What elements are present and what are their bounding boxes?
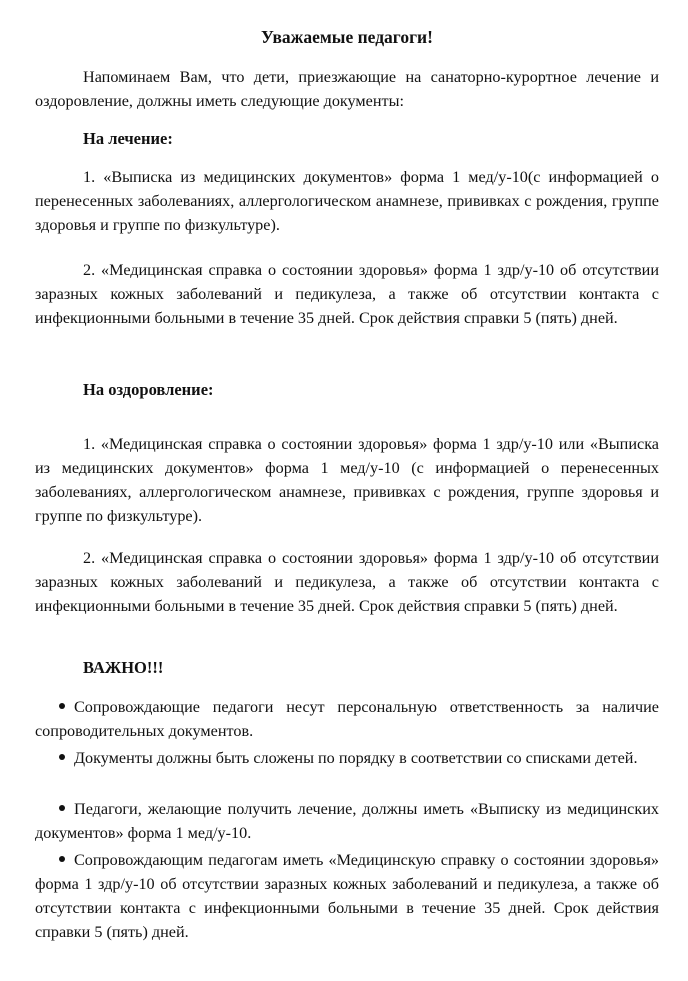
important-bullet-3 [35, 797, 659, 845]
important-bullet-2 [35, 746, 659, 770]
treatment-item-2: 2. «Медицинская справка о состоянии здоровья» форма 1 здр/у-10 об отсутствии заразных кожных заболеваний и педикулеза, а также об отсутствии контакта с инфекционными больными в течение 35 дней. Срок действия справки 5 (пять) дней. [35, 261, 659, 327]
section-heading-recovery: На оздоровление: [83, 380, 214, 399]
bullet-text: Сопровождающие педагоги несут персональную ответственность за наличие сопроводительных документов. [35, 698, 659, 740]
bullet-text: Педагоги, желающие получить лечение, должны иметь «Выписку из медицинских документов» форма 1 мед/у-10. [35, 800, 659, 842]
important-bullet-1 [35, 695, 659, 743]
recovery-item-2: 2. «Медицинская справка о состоянии здоровья» форма 1 здр/у-10 об отсутствии заразных кожных заболеваний и педикулеза, а также об отсутствии контакта с инфекционными больными в течение 35 дней. Срок действия справки 5 (пять) дней. [35, 549, 659, 615]
bullet-icon [59, 703, 65, 709]
bullet-text: Документы должны быть сложены по порядку в соответствии со списками детей. [74, 749, 638, 767]
recovery-item-1: 1. «Медицинская справка о состоянии здоровья» форма 1 здр/у-10 или «Выписка из медицинских документов» форма 1 мед/у-10 (с информацией о перенесенных заболеваниях, аллергологическом анамнезе, прививках с рождения, группе здоровья и группе по физкультуре). [35, 435, 659, 525]
bullet-icon [59, 856, 65, 862]
section-heading-treatment: На лечение: [83, 129, 173, 148]
document-title: Уважаемые педагоги! [261, 27, 433, 47]
treatment-item-1: 1. «Выписка из медицинских документов» форма 1 мед/у-10(с информацией о перенесенных заболеваниях, аллергологическом анамнезе, прививках с рождения, группе здоровья и группе по физкультуре). [35, 168, 659, 234]
bullet-icon [59, 754, 65, 760]
bullet-icon [59, 805, 65, 811]
intro-paragraph: Напоминаем Вам, что дети, приезжающие на санаторно-курортное лечение и оздоровление, должны иметь следующие документы: [35, 68, 659, 110]
important-bullet-4 [35, 848, 659, 944]
important-heading: ВАЖНО!!! [83, 658, 164, 677]
bullet-text: Сопровождающим педагогам иметь «Медицинскую справку о состоянии здоровья» форма 1 здр/у-10 об отсутствии заразных кожных заболеваний и педикулеза, а также об отсутствии контакта с инфекционными больными в течение 35 дней. Срок действия справки 5 (пять) дней. [35, 851, 659, 941]
